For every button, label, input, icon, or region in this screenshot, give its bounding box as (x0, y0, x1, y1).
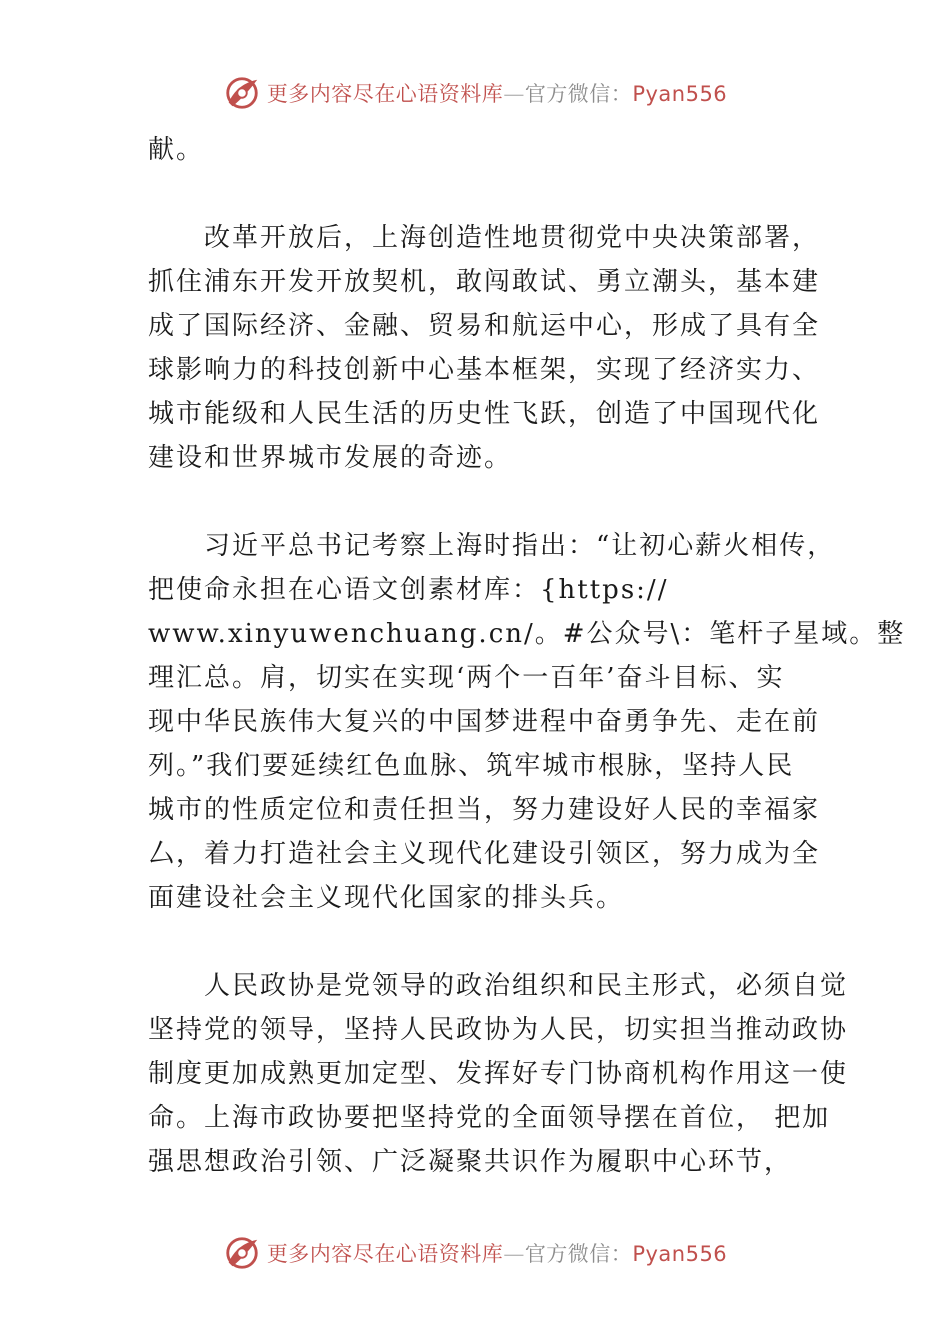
text-line: 列。”我们要延续红色血脉、筑牢城市根脉，坚持人民 (148, 751, 795, 781)
text-line: www.xinyuwenchuang.cn/。#公众号\：笔杆子星域。整 (148, 619, 906, 649)
text-line: 强思想政治引领、广泛凝聚共识作为履职中心环节， (148, 1147, 793, 1177)
text-line: 把使命永担在心语文创素材库：{https:// (148, 575, 669, 605)
banner-dash: — (503, 1242, 525, 1266)
library-logo-icon (223, 74, 261, 112)
text-line: 球影响力的科技创新中心基本框架，实现了经济实力、 (148, 355, 821, 385)
paragraph (148, 964, 849, 1184)
banner-label: 官方微信： (524, 1242, 633, 1266)
paragraph-gap (148, 920, 828, 964)
text-line: 厶，着力打造社会主义现代化建设引领区，努力成为全 (148, 839, 821, 869)
text-line: 习近平总书记考察上海时指出：“让初心薪火相传， (204, 531, 836, 561)
banner-main-text: 更多内容尽在心语资料库 (266, 1242, 504, 1266)
text-line: 建设和世界城市发展的奇迹。 (148, 443, 513, 473)
banner-dash: — (503, 82, 525, 106)
paragraph (148, 524, 906, 920)
banner-label: 官方微信： (524, 82, 633, 106)
footer-banner (0, 1228, 950, 1278)
text-line: 现中华民族伟大复兴的中国梦进程中奋勇争先、走在前 (148, 707, 821, 737)
paragraph-gap (148, 480, 828, 524)
paragraph (148, 128, 828, 172)
text-line: 改革开放后，上海创造性地贯彻党中央决策部署， (204, 223, 821, 253)
text-line: 献。 (148, 135, 205, 165)
text-line: 人民政协是党领导的政治组织和民主形式，必须自觉 (204, 971, 849, 1001)
document-body (148, 128, 906, 1184)
text-line: 城市的性质定位和责任担当，努力建设好人民的幸福家 (148, 795, 821, 825)
text-line: 成了国际经济、金融、贸易和航运中心，形成了具有全 (148, 311, 821, 341)
text-line: 面建设社会主义现代化国家的排头兵。 (148, 883, 625, 913)
banner-text (267, 1238, 727, 1268)
banner-main-text: 更多内容尽在心语资料库 (266, 82, 504, 106)
banner-wechat-id: Pyan556 (632, 82, 728, 106)
text-line: 理汇总。肩，切实在实现‘两个一百年’奋斗目标、实 (148, 663, 785, 693)
text-line: 制度更加成熟更加定型、发挥好专门协商机构作用这一使 (148, 1059, 849, 1089)
paragraph-gap (148, 172, 828, 216)
text-line: 命。上海市政协要把坚持党的全面领导摆在首位， 把加 (148, 1103, 831, 1133)
text-line: 坚持党的领导，坚持人民政协为人民，切实担当推动政协 (148, 1015, 849, 1045)
header-banner (0, 68, 950, 118)
library-logo-icon (223, 1234, 261, 1272)
text-line: 城市能级和人民生活的历史性飞跃，创造了中国现代化 (148, 399, 821, 429)
paragraph (148, 216, 828, 480)
banner-wechat-id: Pyan556 (632, 1242, 728, 1266)
banner-text (267, 78, 727, 108)
text-line: 抓住浦东开发开放契机，敢闯敢试、勇立潮头，基本建 (148, 267, 821, 297)
